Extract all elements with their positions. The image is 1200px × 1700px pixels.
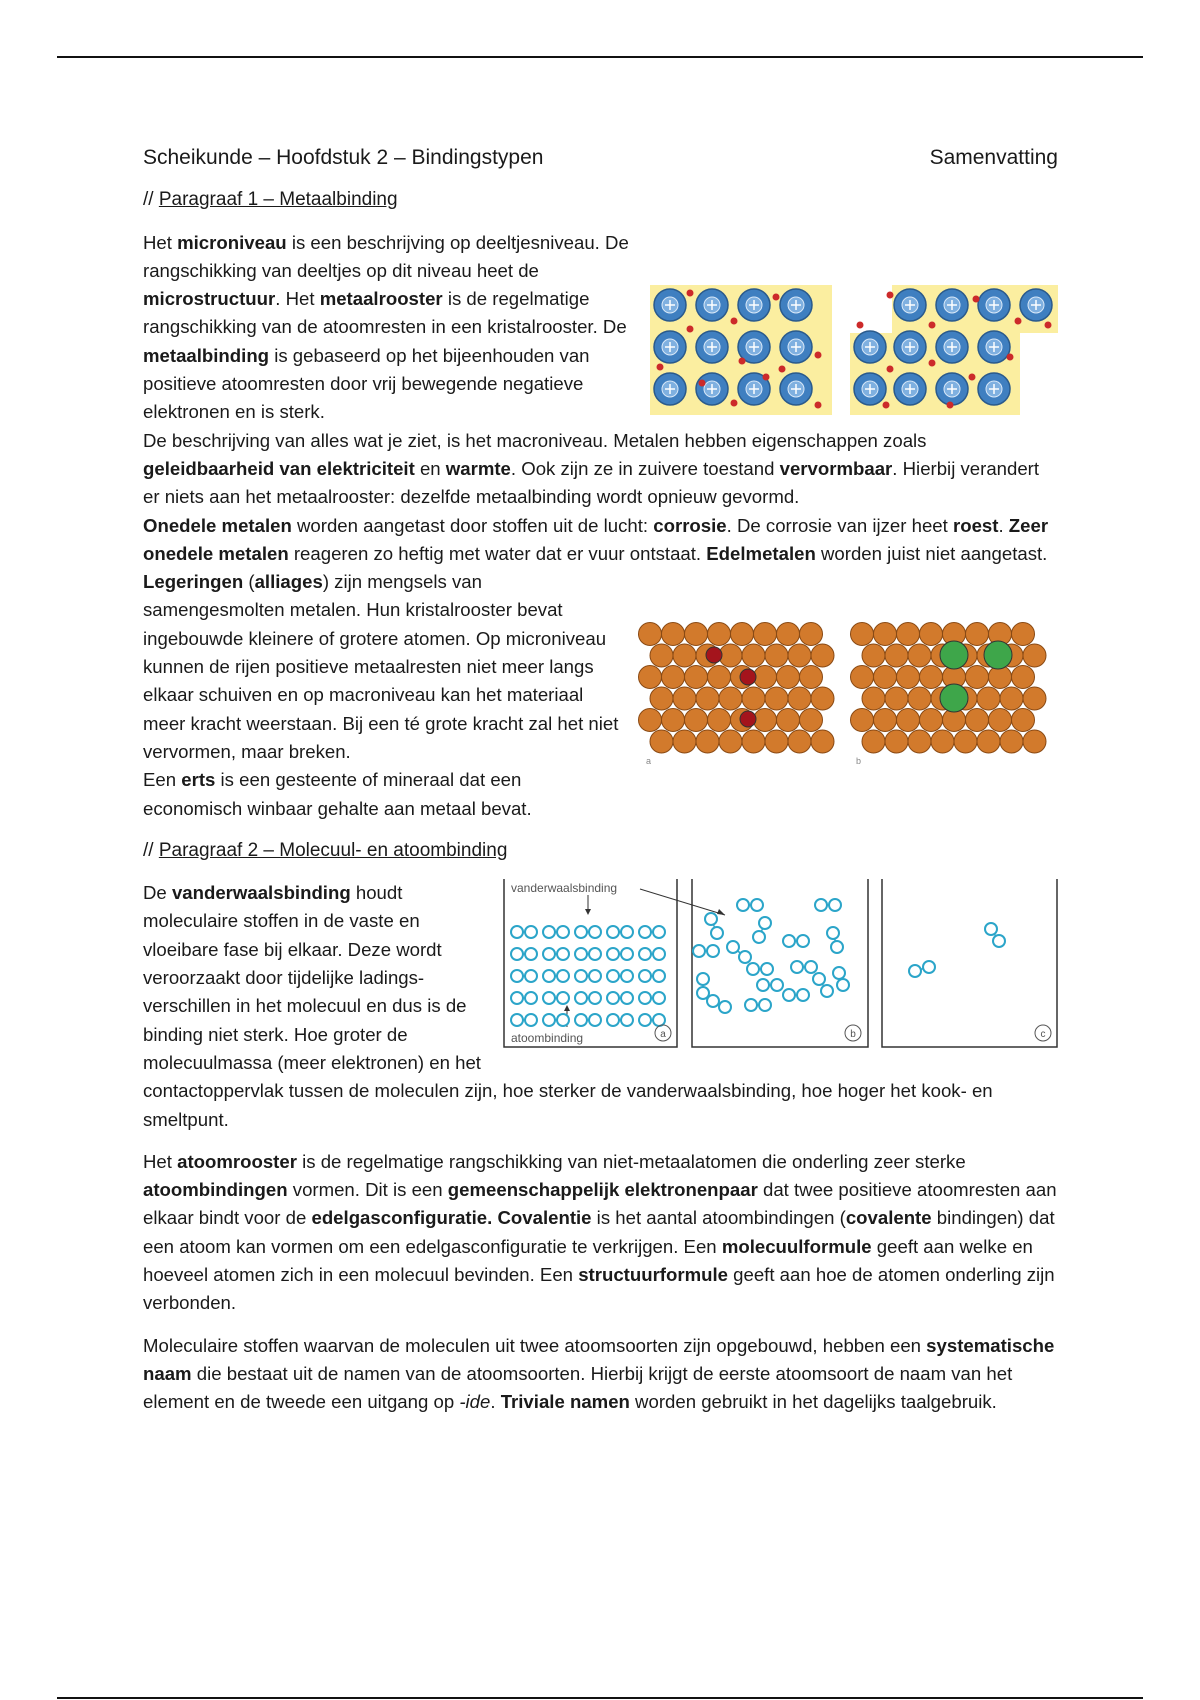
- metal-ion: [738, 289, 770, 321]
- panel-b-label: b: [850, 1029, 856, 1041]
- molecule: [639, 992, 665, 1004]
- molecule: [607, 926, 633, 938]
- alloy-atom: [920, 623, 943, 646]
- alloy-atom: [788, 687, 811, 710]
- alloy-atom: [897, 666, 920, 689]
- page-title: Scheikunde – Hoofdstuk 2 – Bindingstypen: [143, 146, 544, 169]
- electron: [815, 401, 822, 408]
- alloy-atom: [954, 730, 977, 753]
- alloy-atom: [777, 623, 800, 646]
- molecule: [705, 913, 723, 939]
- alloy-atom: [1012, 623, 1035, 646]
- molecule: [791, 961, 817, 973]
- alloy-atom: [1012, 666, 1035, 689]
- molecule: [747, 963, 773, 975]
- molecule: [543, 1014, 569, 1026]
- alloy-atom: [650, 730, 673, 753]
- alloy-atom: [966, 666, 989, 689]
- alloy-lattice-b: [851, 623, 1047, 754]
- bold-term: microstructuur: [143, 288, 276, 310]
- s2-paragraph-2: Het atoomrooster is de regelmatige rangschikking van niet-metaalatomen die onderling zeer sterke atoombindingen vormen. Dit is een gemeenschappelijk elektronenpaar dat twee positieve atoomresten aan elkaar bindt voor de edelgasconfiguratie. Covalentie is het aantal atoombindingen (covalente bindingen) dat een atoom kan vormen om een edelgasconfiguratie te verkrijgen. Een molecuulformule geeft aan welke en hoeveel atomen zich in een molecuul bevinden. Een structuurformule geeft aan hoe de atomen onderling zijn verbonden.: [143, 1150, 1057, 1314]
- molecule: [639, 1014, 665, 1026]
- electron: [973, 295, 980, 302]
- molecule: [827, 927, 843, 953]
- molecule: [607, 1014, 633, 1026]
- electron: [731, 399, 738, 406]
- arrow-vdw-line: [640, 889, 725, 915]
- s2-paragraph-1: De vanderwaalsbinding houdt moleculaire stoffen in de vaste en vloeibare fase bij elkaar. Deze wordt veroorzaakt door tijdelijke ladings-verschillen in het molecuul en dus is de binding niet sterk. Hoe groter de molecuulmassa (meer elektronen) en het contactoppervlak tussen de moleculen zijn, hoe sterker de vanderwaalsbinding, hoe hoger het kook- en smeltpunt.: [143, 882, 993, 1130]
- molecules-liquid: [693, 899, 849, 1013]
- alloy-atom: [977, 730, 1000, 753]
- alloy-label-a: a: [646, 756, 652, 767]
- molecule: [707, 995, 731, 1013]
- alloy-foreign-atom: [984, 641, 1012, 669]
- section-1-heading: [143, 186, 1058, 214]
- panel-c-label: c: [1040, 1029, 1046, 1041]
- molecule: [639, 948, 665, 960]
- molecules-solid: [511, 926, 665, 1026]
- alloy-atom: [754, 623, 777, 646]
- bold-term: vanderwaalsbinding: [171, 882, 351, 904]
- alloy-atom: [1023, 730, 1046, 753]
- alloy-atom: [885, 730, 908, 753]
- alloy-atom: [800, 709, 823, 732]
- metal-ion: [696, 373, 728, 405]
- molecule: [575, 992, 601, 1004]
- electron: [1007, 353, 1014, 360]
- footer-rule: [57, 1697, 1143, 1699]
- alloy-atom: [811, 687, 834, 710]
- alloy-atom: [777, 709, 800, 732]
- metal-ion: [894, 331, 926, 363]
- molecule: [783, 989, 809, 1001]
- molecule: [543, 992, 569, 1004]
- alloy-atom: [685, 666, 708, 689]
- bold-term: Legeringen: [143, 571, 244, 593]
- bold-term: Onedele metalen: [143, 514, 292, 536]
- molecule: [575, 948, 601, 960]
- molecule: [757, 979, 783, 991]
- electron: [883, 401, 890, 408]
- alloy-atom: [897, 623, 920, 646]
- bold-term: gemeenschappelijk elektronenpaar: [447, 1179, 758, 1201]
- page-header: [143, 144, 1058, 172]
- alloy-atom: [851, 709, 874, 732]
- metal-ion: [654, 331, 686, 363]
- alloy-atom: [1012, 709, 1035, 732]
- alloy-atom: [851, 623, 874, 646]
- arrow-vdw-head: [717, 909, 725, 915]
- alloy-atom: [908, 730, 931, 753]
- alloy-atom: [719, 687, 742, 710]
- s1-paragraph-5: Een erts is een gesteente of mineraal dat een economisch winbaar gehalte aan metaal bevat.: [143, 769, 532, 819]
- electron: [687, 289, 694, 296]
- page-subtitle: Samenvatting: [929, 146, 1058, 169]
- molecule: [745, 999, 771, 1011]
- arrow-atom-head: [564, 1005, 570, 1011]
- molecule-figure: [503, 879, 1058, 1049]
- alloy-atom: [765, 687, 788, 710]
- molecules-gas: [909, 923, 1005, 977]
- alloy-atom: [966, 623, 989, 646]
- arrow-vdw-down-head: [585, 909, 591, 915]
- molecule: [693, 945, 719, 957]
- alloy-atom: [920, 709, 943, 732]
- alloy-atom: [811, 644, 834, 667]
- alloy-foreign-atom: [706, 647, 722, 663]
- bold-term: covalente: [845, 1207, 932, 1229]
- panel-c-frame: [882, 879, 1057, 1047]
- alloy-foreign-atom: [940, 641, 968, 669]
- alloy-atom: [765, 644, 788, 667]
- alloy-atom: [754, 666, 777, 689]
- header-rule: [57, 56, 1143, 58]
- alloy-atom: [708, 709, 731, 732]
- alloy-label-b: b: [856, 756, 862, 767]
- alloy-atom: [788, 644, 811, 667]
- molecule: [833, 967, 849, 991]
- electron: [687, 325, 694, 332]
- alloy-atom: [777, 666, 800, 689]
- alloy-atom: [673, 644, 696, 667]
- electron: [657, 363, 664, 370]
- bold-term: corrosie: [653, 514, 727, 536]
- molecule: [575, 970, 601, 982]
- metal-ion: [780, 289, 812, 321]
- molecule: [639, 926, 665, 938]
- bold-term: structuurformule: [578, 1263, 728, 1285]
- electron: [699, 379, 706, 386]
- electron: [773, 293, 780, 300]
- electron: [1045, 321, 1052, 328]
- electron: [731, 317, 738, 324]
- electron: [763, 373, 770, 380]
- electron: [969, 373, 976, 380]
- alloy-atom: [874, 623, 897, 646]
- section-2-prefix: //: [143, 839, 159, 861]
- electron: [857, 321, 864, 328]
- molecule: [575, 1014, 601, 1026]
- molecule: [815, 899, 841, 911]
- electron: [887, 291, 894, 298]
- alloy-atom: [788, 730, 811, 753]
- molecule: [697, 973, 709, 999]
- section-2-heading: [143, 837, 1058, 865]
- alloy-foreign-atom: [740, 711, 756, 727]
- italic-term: -ide: [459, 1391, 491, 1413]
- alloy-atom: [874, 709, 897, 732]
- electron: [739, 357, 746, 364]
- bold-term: Edelmetalen: [706, 542, 816, 564]
- bold-term: warmte: [445, 457, 511, 479]
- bold-term: Zeer onedele metalen: [143, 514, 1049, 564]
- alloy-atom: [1023, 644, 1046, 667]
- alloy-atom: [685, 709, 708, 732]
- alloy-atom: [731, 623, 754, 646]
- section-2-title: Paragraaf 2 – Molecuul- en atoombinding: [158, 839, 508, 861]
- molecule: [813, 973, 833, 997]
- metal-ion: [936, 331, 968, 363]
- molecule: [575, 926, 601, 938]
- s1-paragraph-2: De beschrijving van alles wat je ziet, is het macroniveau. Metalen hebben eigenschappen zoals geleidbaarheid van elektriciteit en warmte. Ook zijn ze in zuivere toestand vervormbaar. Hierbij verandert er niets aan het metaalrooster: dezelfde metaalbinding wordt opnieuw gevormd.: [143, 429, 1040, 508]
- alloy-atom: [874, 666, 897, 689]
- molecule: [985, 923, 1005, 947]
- alloy-atom: [639, 623, 662, 646]
- alloy-atom: [1000, 730, 1023, 753]
- alloy-atom: [966, 709, 989, 732]
- alloy-atom: [696, 687, 719, 710]
- alloy-lattice-a: [639, 623, 835, 754]
- bold-term: molecuulformule: [721, 1235, 872, 1257]
- alloy-atom: [931, 730, 954, 753]
- metal-ion: [696, 331, 728, 363]
- alloy-atom: [862, 687, 885, 710]
- s1-paragraph-4: Legeringen (alliages) zijn mengsels van samengesmolten metalen. Hun kristalrooster bevat ingebouwde kleinere of grotere atomen. Op microniveau kunnen de rijen positieve metaalresten niet meer langs elkaar schuiven en op macroniveau kan het materiaal meer kracht weerstaan. Bij een té grote kracht zal het niet vervormen, maar breken.: [143, 571, 619, 762]
- alloy-atom: [742, 644, 765, 667]
- metal-ion: [854, 373, 886, 405]
- document-page: [143, 140, 1058, 1416]
- alloy-atom: [908, 644, 931, 667]
- alloy-atom: [673, 730, 696, 753]
- electron: [887, 365, 894, 372]
- metal-ion: [654, 289, 686, 321]
- molecule: [511, 926, 537, 938]
- metal-ion: [936, 373, 968, 405]
- molecule: [511, 1014, 537, 1026]
- electron: [779, 365, 786, 372]
- bold-term: roest: [952, 514, 999, 536]
- metal-ion: [780, 373, 812, 405]
- bold-term: vervormbaar: [779, 457, 893, 479]
- section-1-title: Paragraaf 1 – Metaalbinding: [158, 189, 398, 211]
- molecule: [607, 970, 633, 982]
- s1-paragraph-1: Het microniveau is een beschrijving op deeltjesniveau. De rangschikking van deeltjes op dit niveau heet de microstructuur. Het metaalrooster is de regelmatige rangschikking van de atoomresten in een kristalrooster. De metaalbinding is gebaseerd op het bijeenhouden van positieve atoomresten door vrij bewegende negatieve elektronen en is sterk.: [143, 231, 629, 423]
- alloy-atom: [800, 623, 823, 646]
- alloy-foreign-atom: [740, 669, 756, 685]
- alloy-atom: [885, 644, 908, 667]
- bold-term: Triviale namen: [500, 1391, 630, 1413]
- molecule: [543, 926, 569, 938]
- label-vanderwaals: vanderwaalsbinding: [511, 881, 618, 896]
- metal-ion: [936, 289, 968, 321]
- electron: [947, 401, 954, 408]
- alloy-atom: [650, 687, 673, 710]
- alloy-atom: [754, 709, 777, 732]
- molecule: [909, 961, 935, 977]
- alloy-atom: [862, 730, 885, 753]
- alloy-atom: [977, 687, 1000, 710]
- alloy-atom: [908, 687, 931, 710]
- bold-term: alliages: [254, 571, 323, 593]
- bold-term: metaalrooster: [319, 288, 443, 310]
- alloy-atom: [662, 709, 685, 732]
- molecule: [753, 917, 771, 943]
- bold-term: atoombindingen: [143, 1179, 288, 1201]
- molecule: [607, 992, 633, 1004]
- s2-paragraph-3: Moleculaire stoffen waarvan de moleculen uit twee atoomsoorten zijn opgebouwd, hebben een systematische naam die bestaat uit de namen van de atoomsoorten. Hierbij krijgt de eerste atoomsoort de naam van het element en de tweede een uitgang op -ide. Triviale namen worden gebruikt in het dagelijks taalgebruik.: [143, 1334, 1055, 1413]
- bold-term: metaalbinding: [143, 344, 270, 366]
- metal-ion: [780, 331, 812, 363]
- alloy-atom: [920, 666, 943, 689]
- molecule: [543, 970, 569, 982]
- alloy-atom: [862, 644, 885, 667]
- alloy-atom: [1000, 687, 1023, 710]
- molecule: [607, 948, 633, 960]
- alloy-atom: [639, 709, 662, 732]
- molecule: [511, 948, 537, 960]
- label-atoombinding: atoombinding: [511, 1031, 584, 1046]
- bold-term: microniveau: [177, 231, 287, 253]
- bold-term: erts: [181, 769, 216, 791]
- section-1-prefix: //: [143, 189, 159, 211]
- alloy-atom: [742, 730, 765, 753]
- alloy-foreign-atom: [940, 684, 968, 712]
- metal-ion: [978, 373, 1010, 405]
- molecule: [639, 970, 665, 982]
- alloy-atom: [685, 623, 708, 646]
- metal-lattice-figure: [650, 285, 1058, 423]
- alloy-atom: [989, 709, 1012, 732]
- alloy-atom: [765, 730, 788, 753]
- metal-ion: [978, 331, 1010, 363]
- bold-term: systematische naam: [143, 1334, 1055, 1384]
- section-1-body: [143, 229, 1058, 569]
- molecule: [727, 941, 751, 963]
- bold-term: edelgasconfiguratie.: [311, 1207, 493, 1229]
- metal-ion: [854, 331, 886, 363]
- alloy-atom: [662, 623, 685, 646]
- alloy-atom: [742, 687, 765, 710]
- s1-paragraph-3: Onedele metalen worden aangetast door stoffen uit de lucht: corrosie. De corrosie van ijzer heet roest. Zeer onedele metalen reageren zo heftig met water dat er vuur ontstaat. Edelmetalen worden juist niet aangetast.: [143, 514, 1049, 564]
- electron: [929, 321, 936, 328]
- molecule: [783, 935, 809, 947]
- metal-ion: [894, 289, 926, 321]
- section-2-body: [143, 879, 1058, 1134]
- alloy-atom: [673, 687, 696, 710]
- alloy-atom: [639, 666, 662, 689]
- alloy-atom: [708, 623, 731, 646]
- alloy-atom: [662, 666, 685, 689]
- electron: [1015, 317, 1022, 324]
- metal-ion: [1020, 289, 1052, 321]
- alloy-atom: [708, 666, 731, 689]
- molecule: [511, 970, 537, 982]
- alloy-figure: [638, 622, 1058, 767]
- metal-ion: [654, 373, 686, 405]
- bold-term: Covalentie: [497, 1207, 592, 1229]
- metal-ion: [894, 373, 926, 405]
- molecule: [737, 899, 763, 911]
- bold-term: geleidbaarheid van elektriciteit: [143, 457, 415, 479]
- electron: [929, 359, 936, 366]
- alloy-atom: [897, 709, 920, 732]
- alloy-atom: [800, 666, 823, 689]
- electron: [815, 351, 822, 358]
- molecule: [511, 992, 537, 1004]
- alloy-atom: [696, 730, 719, 753]
- section-1-body-2: [143, 568, 1058, 823]
- alloy-atom: [885, 687, 908, 710]
- alloy-atom: [1023, 687, 1046, 710]
- metal-ion: [978, 289, 1010, 321]
- alloy-atom: [811, 730, 834, 753]
- alloy-atom: [851, 666, 874, 689]
- alloy-atom: [650, 644, 673, 667]
- molecule: [543, 948, 569, 960]
- bold-term: atoomrooster: [177, 1150, 297, 1172]
- alloy-atom: [719, 730, 742, 753]
- panel-a-label: a: [660, 1029, 666, 1041]
- metal-ion: [696, 289, 728, 321]
